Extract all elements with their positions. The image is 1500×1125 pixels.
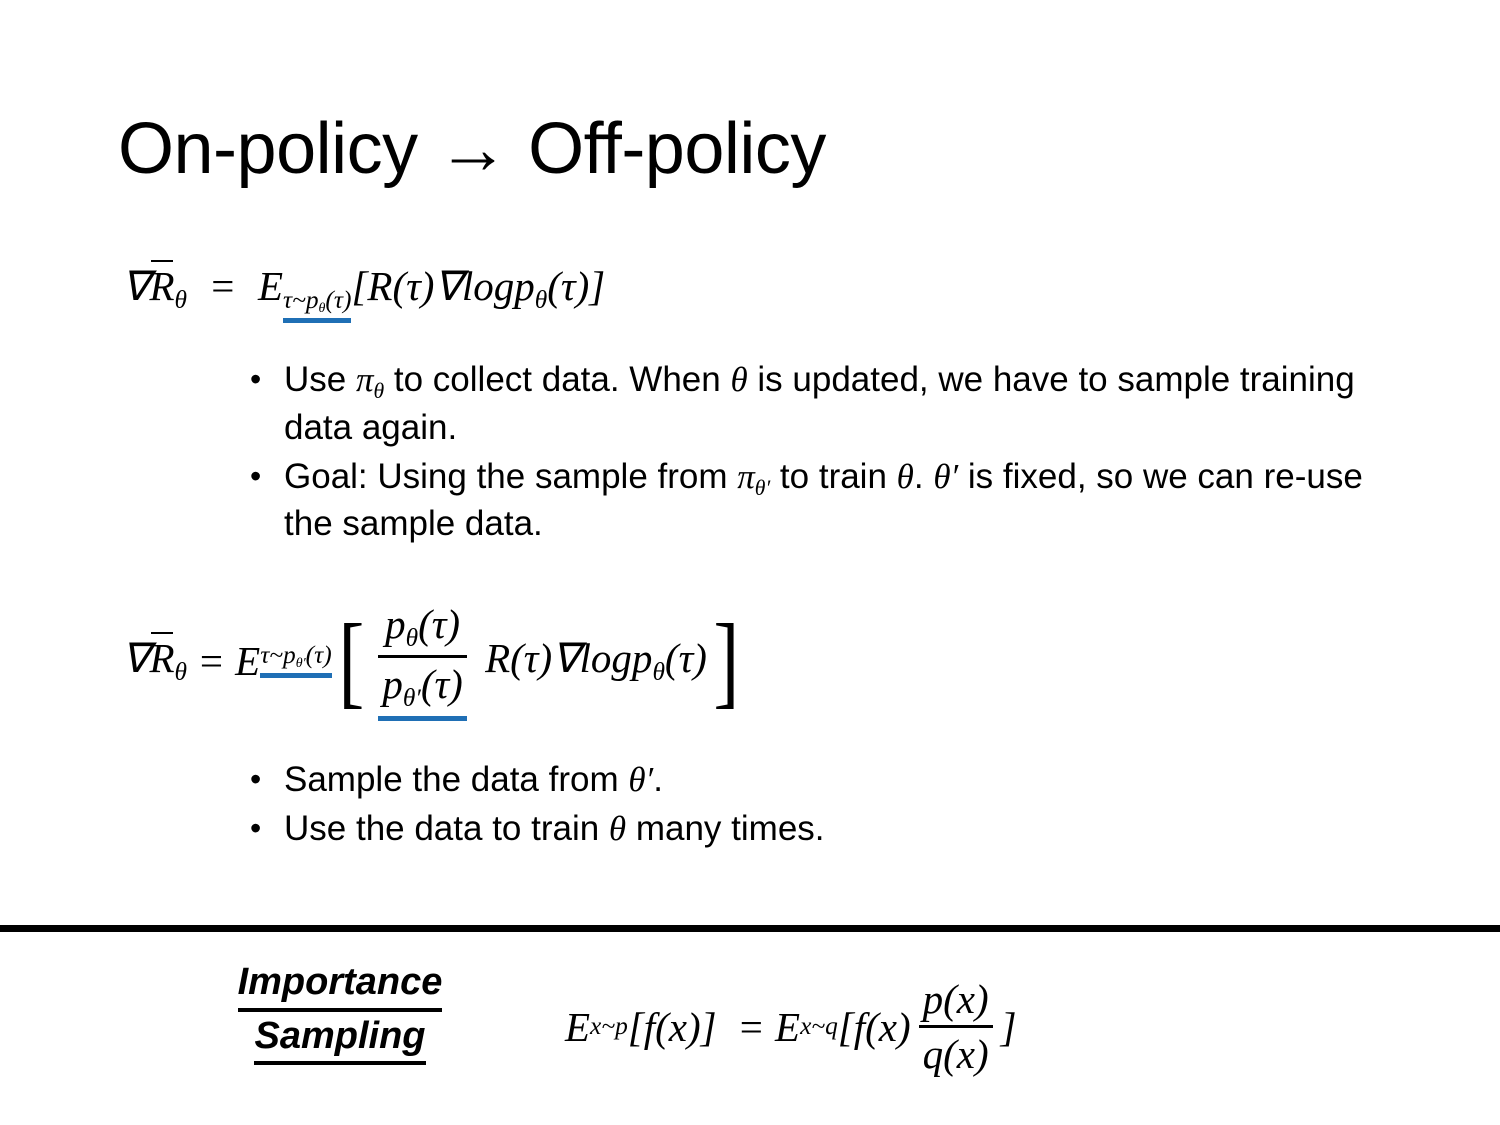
footer-rhs-subscript: x~q — [800, 1012, 838, 1040]
symbol-theta: θ — [608, 808, 627, 848]
equation1-body: [R(τ)∇logp$_\theta$(τ)] — [351, 263, 606, 315]
fraction-numerator: $p_\theta(\tau)$ — [385, 601, 461, 653]
footer-fraction-denominator: q(x) — [919, 1025, 993, 1078]
footer-ratio-fraction — [919, 975, 993, 1078]
symbol-pi-theta-prime: $\pi_{\theta'}$ — [737, 456, 771, 500]
equation1-equals: = — [198, 263, 247, 309]
bullet-seg: many times. — [626, 808, 825, 848]
bullet-text — [284, 358, 1410, 451]
bullet-seg: Goal: Using the sample from — [284, 456, 738, 496]
symbol-theta: θ — [730, 360, 748, 399]
bracket-open: [ — [338, 602, 364, 718]
bullet-marker: • — [250, 361, 262, 397]
bullet-seg: to collect data. When — [384, 360, 731, 399]
footer-lhs-expectation: E — [565, 1003, 591, 1050]
section-divider — [0, 925, 1500, 932]
bullet-seg: is updated, we have to sample training data again. — [284, 360, 1355, 447]
list-item — [250, 758, 1410, 803]
list-item — [250, 455, 1410, 548]
equation1-subscript-underlined: τ~pθ(τ) — [283, 288, 351, 323]
footer-rhs-expectation: E — [775, 1003, 801, 1050]
bullet-seg: is fixed, so we can re-use the sample data. — [284, 456, 1363, 544]
bullet-marker: • — [250, 761, 262, 797]
equation2-after-fraction: R(τ)∇logp$_\theta$(τ) — [474, 635, 707, 687]
symbol-theta-prime: θ′ — [933, 456, 959, 496]
symbol-theta: θ — [896, 456, 914, 496]
bullet-marker: • — [250, 809, 262, 846]
fraction-denominator: $p_{\theta'}(\tau)$ — [378, 655, 467, 721]
equation2-lhs: $\nabla R_\theta$ — [122, 635, 187, 687]
footer-rhs-close: ] — [1000, 1003, 1017, 1050]
symbol-theta-prime: θ′ — [628, 760, 654, 799]
equation-gradient-on-policy — [122, 262, 605, 323]
footer-rhs-open: [f(x) — [837, 1003, 911, 1050]
bullet-seg: . — [913, 456, 934, 496]
bullet-seg: Sample the data from — [284, 760, 629, 799]
equation1-lhs: $\nabla R_\theta$ — [122, 263, 187, 315]
footer-fraction-numerator: p(x) — [922, 976, 989, 1022]
equation-gradient-off-policy — [122, 600, 746, 721]
equation-importance-sampling — [565, 975, 1017, 1078]
equation2-equals: = — [186, 637, 236, 684]
bullet-list-top — [250, 358, 1410, 551]
bullet-seg: Use the data to train — [284, 808, 609, 848]
bullet-marker: • — [250, 457, 262, 494]
label-line-1: Importance — [238, 958, 443, 1012]
footer-lhs-body: [f(x)] — [627, 1003, 717, 1050]
bullet-text — [284, 455, 1410, 548]
equation2-expectation-symbol: E — [235, 637, 261, 684]
page-title: On-policy → Off-policy — [118, 109, 826, 189]
list-item — [250, 807, 1410, 852]
bullet-seg: . — [653, 760, 663, 799]
bracket-close: ] — [713, 602, 740, 718]
bullet-text — [284, 807, 1410, 852]
footer-lhs-subscript: x~p — [590, 1012, 628, 1040]
equation2-subscript-underlined: τ~pθ′(τ) — [260, 643, 331, 678]
bullet-list-bottom — [250, 758, 1410, 856]
bullet-text — [284, 758, 1410, 803]
bullet-seg: to train — [770, 456, 897, 496]
importance-ratio-fraction — [378, 600, 467, 721]
footer-equals: = — [716, 1003, 776, 1050]
importance-sampling-label — [190, 958, 490, 1065]
label-line-2: Sampling — [254, 1012, 425, 1066]
symbol-pi-theta: $\pi_\theta$ — [355, 360, 385, 403]
equation1-expectation-symbol: E — [257, 263, 283, 309]
list-item — [250, 358, 1410, 451]
bullet-seg: Use — [284, 360, 356, 399]
